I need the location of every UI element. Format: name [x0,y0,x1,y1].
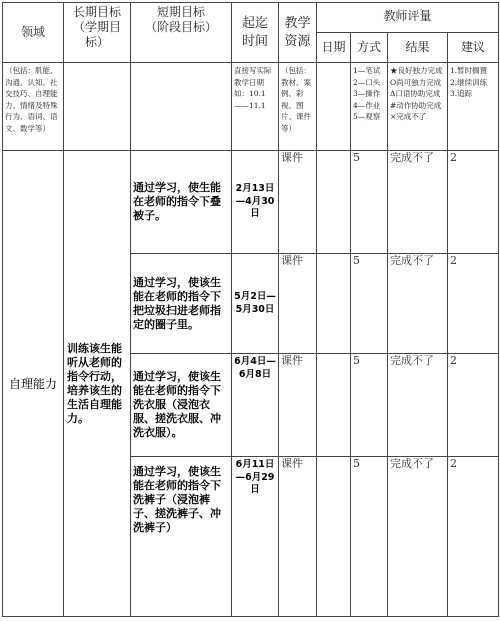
short-term-goal: 通过学习，使生能在老师的指令下叠被子。 [131,151,232,254]
period-cell: 2月13日—4月30日 [232,151,279,254]
suggestion-cell: 2 [448,254,499,354]
header-eval-date: 日期 [317,33,351,63]
header-resources: 教学 资源 [279,3,317,63]
domain-cell: 自理能力 [3,151,64,617]
legend-date [317,63,351,151]
suggestion-cell: 2 [448,457,499,617]
header-eval-result: 结果 [388,33,448,63]
resource-cell: 课件 [279,354,317,457]
period-cell: 5月2日—5月30日 [232,254,279,354]
period-cell: 6月11日—6月29日 [232,457,279,617]
method-cell: 5 [351,254,388,354]
header-evaluation: 教师评量 [317,3,499,33]
header-period: 起迄 时间 [232,3,279,63]
resource-cell: 课件 [279,254,317,354]
date-cell [317,151,351,254]
suggestion-cell: 2 [448,151,499,254]
legend-result: ★良好独力完成 O尚可独力完成 Δ口语协助完成 #动作协助完成 ×完成不了 [388,63,448,151]
header-short-term: 短期目标 （阶段目标） [131,3,232,63]
short-term-goal: 通过学习，使该生能在老师的指令下把垃圾扫进老师指定的圈子里。 [131,254,232,354]
iep-table [2,2,499,617]
legend-period: 直接写实际教学日期如：10.1——11.1 [232,63,279,151]
table-row [3,151,499,254]
legend-method: 1—笔试 2—口头 3—操作 4—作业 5—观察 [351,63,388,151]
resource-cell: 课件 [279,457,317,617]
result-cell: 完成不了 [388,254,448,354]
resource-cell: 课件 [279,151,317,254]
date-cell [317,354,351,457]
short-term-goal: 通过学习，使该生能在老师的指令下洗裤子（浸泡裤子、搓洗裤子、冲洗裤子） [131,457,232,617]
period-cell: 6月4日—6月8日 [232,354,279,457]
short-term-goal: 通过学习，使该生能在老师的指令下洗衣服（浸泡衣服、搓洗衣服、冲洗衣服）。 [131,354,232,457]
legend-suggestion: 1.暂时搁置 2.继续训练 3.追踪 [448,63,499,151]
result-cell: 完成不了 [388,151,448,254]
suggestion-cell: 2 [448,354,499,457]
method-cell: 5 [351,151,388,254]
header-eval-suggestion: 建议 [448,33,499,63]
header-domain: 领域 [3,3,64,63]
legend-resources: （包括：教材、案例、彩视、图片、课件等） [279,63,317,151]
result-cell: 完成不了 [388,354,448,457]
date-cell [317,254,351,354]
method-cell: 5 [351,457,388,617]
method-cell: 5 [351,354,388,457]
legend-domain: （包括：肌能、沟通、认知、社交技巧、自理能力、情绪及特殊行为、语词、语文、数学等） [3,63,64,151]
legend-short-term [131,63,232,151]
result-cell: 完成不了 [388,457,448,617]
date-cell [317,457,351,617]
legend-long-term [64,63,131,151]
long-term-goal: 训练该生能听从老师的指令行动，培养该生的生活自理能力。 [64,151,131,617]
header-eval-method: 方式 [351,33,388,63]
header-long-term: 长期目标 （学期目标） [64,3,131,63]
